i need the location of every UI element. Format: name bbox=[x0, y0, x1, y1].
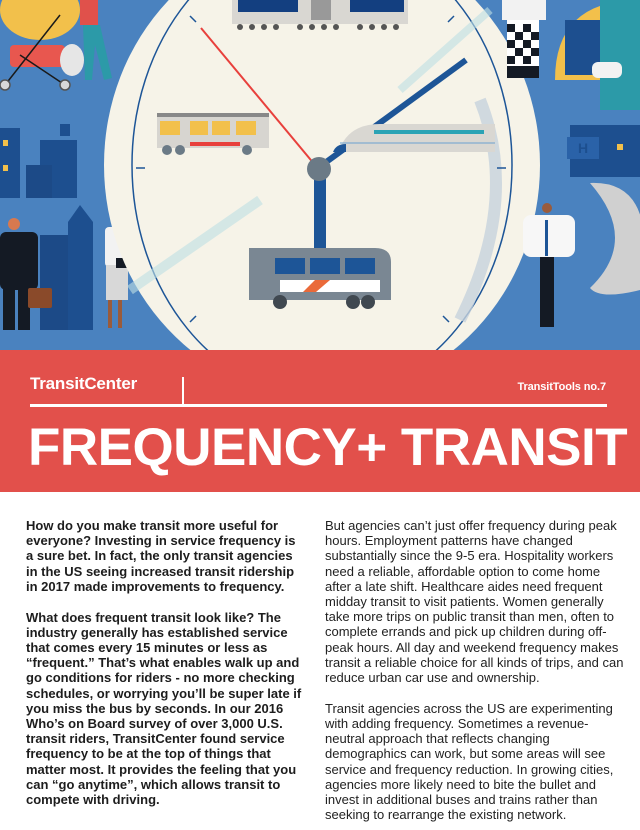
off-peak-paragraph: But agencies can’t just offer frequency during peak hours. Employment patterns have changed substantially since the 9-5 era. Hospitality workers need a reliable, affordable option to come home after a late shift. Healthcare aides need frequent midday transit to visit patients. Women generally take more trips on public transit than men, often to complete errands and pick up children during off-peak hours. All day and weekend frequency makes transit a reliable choice for all kinds of trips, and can reduce urban car use and ownership. bbox=[325, 518, 624, 686]
coach-bus bbox=[249, 248, 391, 309]
clock-illustration bbox=[0, 0, 640, 350]
page-title: FREQUENCY+ TRANSIT bbox=[28, 418, 628, 477]
intro-paragraph: How do you make transit more useful for everyone? Investing in service frequency is a sure bet. In fact, the only transit agencies in the US seeing increased transit ridership in 2017 made improvements to frequency. bbox=[26, 518, 296, 594]
hero-illustration bbox=[0, 0, 640, 350]
intro-column bbox=[26, 518, 304, 823]
header-rule bbox=[30, 404, 607, 407]
detail-column bbox=[325, 518, 625, 830]
series-label: TransitTools no.7 bbox=[517, 381, 606, 393]
agencies-paragraph: Transit agencies across the US are experimenting with adding frequency. Sometimes a revenue-neutral approach that reflects changing demographics can work, but some areas will see service and frequency reduction. In growing cities, agencies more likely need to bite the bullet and invest in additional buses and trains rather than seeking to rearrange the existing network. bbox=[325, 700, 614, 823]
frequent-transit-paragraph: What does frequent transit look like? The industry generally has established service that comes every 15 minutes or less as “frequent.” That’s what enables walk up and go conditions for riders - no more checking schedules, or worrying you’ll be super late if you miss the bus by seconds. In our 2016 Who’s on Board survey of over 3,000 U.S. transit riders, TransitCenter found service frequency to be at the top of things that matter most. It provides the feeling that you can “go anytime”, which allows transit to compete with driving. bbox=[26, 609, 302, 807]
svg-text:H: H bbox=[577, 140, 589, 156]
brand-logo[interactable]: TransitCenter bbox=[30, 374, 137, 393]
person-with-stroller bbox=[0, 0, 112, 90]
brand-divider bbox=[182, 377, 184, 406]
